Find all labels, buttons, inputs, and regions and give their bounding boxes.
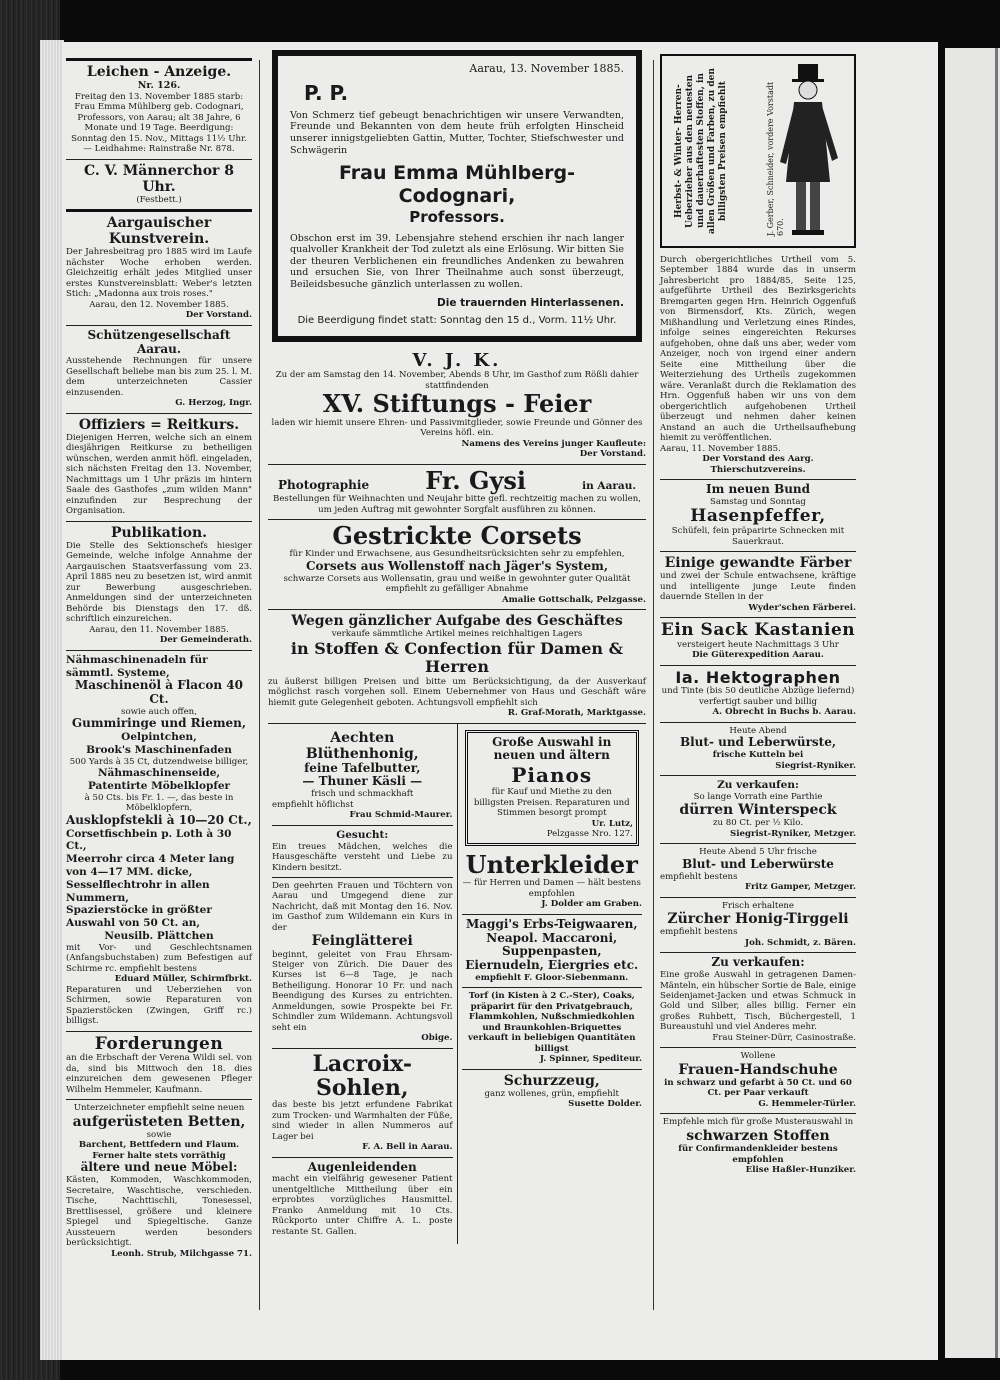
hand-sign: G. Hemmeler-Türler. (758, 1098, 856, 1109)
honig-empf: empfiehlt höflichst (272, 799, 354, 810)
piano-text: für Kauf und Miethe zu den billigsten Preisen. Reparaturen und Stimmen besorgt prompt (473, 787, 630, 819)
gysi-post: in Aarau. (582, 479, 636, 492)
aufg-big: in Stoffen & Confection für Damen & Herren (290, 638, 624, 677)
gysi-name: Fr. Gysi (425, 465, 527, 495)
glaett-title: Feinglätterei (311, 933, 413, 950)
faerber-sign: Wyder'schen Färberei. (748, 602, 856, 613)
naeh-line: Brook's Maschinenfaden (86, 744, 232, 757)
naeh-rep: Reparaturen und Ueberziehen von Schirmen, sowie Reparaturen von Spazierstöcken (Zwingen, Griff rc.) billigst. (66, 984, 252, 1027)
blut1-text: frische Kutteln bei (712, 750, 804, 761)
cors-big: Corsets aus Wollenstoff nach Jäger's System, (305, 558, 609, 573)
unter-sign: J. Dolder am Graben. (541, 899, 642, 910)
vjk-big: XV. Stiftungs - Feier (322, 389, 592, 419)
ad-forderungen (66, 1032, 252, 1101)
bett-sowie: sowie (146, 1129, 172, 1140)
bett-intro: Unterzeichneter empfiehlt seine neuen (73, 1103, 245, 1114)
naeh-line: Oelpintchen, (121, 731, 197, 744)
ad-augen (272, 1158, 453, 1242)
piano-addr: Pelzgasse Nro. 127. (546, 829, 633, 840)
kunst-text: Der Jahresbeitrag pro 1885 wird im Laufe nächster Woche erhoben werden. Gleichzeitig erhält jedes Mitglied unser erstes Kunstvereinsblatt: Weber's letzten Stich: „Madonna aux trois roses." (66, 247, 252, 300)
ad-schuetzen (66, 326, 252, 414)
vjk-title: V. J. K. (412, 349, 502, 371)
ad-tirggeli (660, 898, 856, 954)
verk-sign: Frau Steiner-Dürr, Casinostraße. (712, 1032, 856, 1043)
ad-maggi (462, 915, 643, 989)
offz-text: Diejenigen Herren, welche sich an einem diesjährigen Reitkurse zu betheiligen wünschen, werden anmit höfl. eingeladen, sich nächsten Freitag den 13. November, Nachmittags um 1 Uhr präzis im hintern Saale des Gasthofes „zum wilden Mann" einzufinden zur Besprechung der Organisation. (66, 432, 252, 517)
ad-corsets (268, 520, 646, 610)
blut2-text2: empfiehlt bestens (660, 871, 738, 882)
page-stack-edge (40, 40, 64, 1360)
ad-feinglaetterei (272, 878, 453, 1049)
facing-page-edge (945, 48, 1000, 1358)
naeh-line: Nähmaschinenadeln für sämmtl. Systeme, (66, 653, 208, 679)
tirg-sub: Frisch erhaltene (721, 900, 795, 911)
naeh-line: Ausklopfstekli à 10—20 Ct., (66, 812, 252, 827)
faerber-text: und zwei der Schule entwachsene, kräftige und intelligente junge Leute finden dauernde Stellen in der (660, 571, 856, 603)
moebel-sign: Leonh. Strub, Milchgasse 71. (111, 1248, 252, 1259)
bund-sub: Samstag und Sonntag (710, 496, 806, 507)
pp-sign: Die trauernden Hinterlassenen. (437, 296, 624, 309)
moebel-title: ältere und neue Möbel: (80, 1160, 238, 1175)
pp-beerdigung: Die Beerdigung findet statt: Sonntag den 15 d., Vorm. 11½ Uhr. (297, 315, 617, 327)
unter-title: Unterkleider (465, 849, 638, 879)
naeh-line: Meerrohr circa 4 Meter lang von 4—17 MM. dicke, (66, 853, 235, 879)
hand-sub: Wollene (740, 1051, 776, 1062)
naeh-line: Gummiringe und Riemen, (71, 716, 247, 731)
maggi-line: Eiernudeln, Eiergries etc. (465, 958, 639, 973)
ad-leichen (66, 58, 252, 160)
ad-gesucht (272, 826, 453, 878)
urtheil-text: Durch obergerichtliches Urtheil vom 5. September 1884 wurde das in unserm Jahresbericht pro 1884/85, Seite 125, aufgeführte Urtheil des Bezirksgerichts Bremgarten gegen Hrn. Heinrich Oggenfuß von Birmensdorf, Kts. Zürich, wegen Mißhandlung und Verletzung eines Rindes, infolge seines eingereichten Rekurses aufgehoben, ohne daß uns aber, weder vom Anzeiger, noch von irgend einer andern Seite eine Mittheilung über die Weiterziehung des Urtheils zugekommen wäre. Veranlaßt durch die Reklamation des Hrn. Oggenfuß haben wir uns von dem obergerichtlich aufgehobenen Urtheil überzeugt und nehmen daher keinen Anstand an auch die Urtheilsaufhebung hiemit zu veröffentlichen. (660, 255, 856, 444)
honig-text: frisch und schmackhaft (311, 789, 414, 800)
vjk-text1: Zu der am Samstag den 14. November, Abends 8 Uhr, im Gasthof zum Rößli dahier stattfindenden (275, 370, 639, 391)
gentleman-illustration (772, 62, 846, 240)
speck-big: dürren Winterspeck (679, 802, 837, 819)
gesucht-title: Gesucht: (336, 828, 389, 841)
stoff-sign: Elise Haßler-Hunziker. (745, 1165, 856, 1175)
ad-betten (66, 1100, 252, 1263)
ad-gysi (268, 465, 646, 520)
maggi-sign: empfiehlt F. Gloor-Siebenmann. (475, 972, 629, 983)
column-middle (268, 50, 646, 1244)
piano-sign: Ur. Lutz, (591, 818, 633, 829)
naeh-line: Sesselflechtrohr in allen Nummern, (66, 878, 210, 904)
ad-naehmaschinen (66, 651, 252, 1032)
speck-sign: Siegrist-Ryniker, Metzger. (730, 828, 856, 839)
offz-title: Offiziers = Reitkurs. (78, 416, 240, 433)
ad-todesanzeige (272, 50, 642, 342)
ad-hektographen (660, 666, 856, 723)
bett-text: Barchent, Bettfedern und Flaum. Ferner halte stets vorräthig (78, 1140, 240, 1161)
leichen-nr: Nr. 126. (137, 80, 181, 92)
naeh-line: Maschinenöl à Flacon 40 Ct. (75, 678, 243, 707)
ad-torf (462, 988, 643, 1069)
vjk-text2: laden wir hiemit unsere Ehren- und Passivmitglieder, sowie Freunde und Gönner des Vereins höfl. ein. (271, 417, 643, 439)
lacroix-text: das beste bis jetzt erfundene Fabrikat zum Trocken- und Warmhalten der Füße, sind wieder in allen Nummeros auf Lager bei (272, 1100, 453, 1142)
leichen-title: Leichen - Anzeige. (86, 64, 232, 80)
ad-handschuhe (660, 1048, 856, 1114)
ad-ueberzieher (660, 54, 856, 248)
lacroix-sign: F. A. Bell in Aarau. (362, 1142, 453, 1153)
vjk-sign: Der Vorstand. (579, 449, 646, 460)
honig-title: Aechten Blüthenhonig, (305, 729, 419, 762)
bund-big: Hasenpfeffer, (690, 506, 826, 527)
naeh-line: à 50 Cts. bis Fr. 1. —, das beste in Möbelklopfern, (84, 792, 234, 814)
ad-winterspeck (660, 776, 856, 844)
publ-title: Publikation. (110, 524, 208, 541)
ad-thierschutz (660, 252, 856, 480)
ad-publikation (66, 522, 252, 651)
kast-title: Ein Sack Kastanien (660, 620, 856, 641)
vjk-name: Namens des Vereins junger Kaufleute: (461, 438, 646, 449)
bund-title: Im neuen Bund (705, 482, 811, 497)
cors-title: Gestrickte Corsets (332, 521, 582, 551)
kunst-title: Aargauischer Kunstverein. (106, 215, 212, 248)
tirg-sign: Joh. Schmidt, z. Bären. (745, 937, 856, 948)
aufg-text1: verkaufe sämmtliche Artikel meines reichhaltigen Lagers (331, 629, 583, 640)
ford-text: an die Erbschaft der Verena Wildi sel. von da, sind bis Mittwoch den 18. dies einzureichen dem gewesenen Pfleger Wilhelm Hemmeler, Kaufmann. (66, 1053, 252, 1095)
frauen-text: Den geehrten Frauen und Töchtern von Aarau und Umgegend diene zur Nachricht, daß mit Montag den 16. Nov. im Gasthof zum Wildemann ein Kurs in der (272, 880, 453, 933)
ad-neuer-bund (660, 480, 856, 552)
naeh-sign: Eduard Müller, Schirmfbrkt. (114, 974, 252, 985)
stoff-text1: Empfehle mich für große Musterauswahl in (662, 1117, 854, 1128)
blut2-title: Blut- und Leberwürste (682, 856, 834, 871)
hekto-sign: A. Obrecht in Buchs b. Aarau. (712, 707, 856, 718)
ad-aufgabe (268, 610, 646, 723)
bett-title: aufgerüsteten Betten, (72, 1113, 246, 1130)
piano-big: Pianos (511, 763, 593, 788)
gesucht-text: Ein treues Mädchen, welches die Hausgeschäfte versteht und Liebe zu Kindern besitzt. (272, 841, 453, 873)
naeh-line: Corsetfischbein p. Loth à 30 Ct., (66, 827, 232, 853)
glaett-sign: Obige. (421, 1033, 453, 1044)
glaett-text: beginnt, geleitet von Frau Ehrsam-Steiger von Zürich. Die Dauer des Kurses ist 6—8 Tage, je nach Betheiligung. Honorar 10 Fr. und nach Beendigung des Kurses zu entrichten. Anmeldungen, sowie Prospekte bei Fr. Schindler zum Wildemann. Achtungsvoll seht ein (272, 949, 453, 1033)
urtheil-sign: Der Vorstand des Aarg. Thierschutzvereins. (702, 454, 814, 475)
cors-sign: Amalie Gottschalk, Pelzgasse. (502, 594, 646, 605)
ad-pianos (465, 730, 640, 846)
ad-reitkurs (66, 414, 252, 522)
bund-text: Schüfeli, fein präparirte Schnecken mit Sauerkraut. (671, 526, 845, 547)
naeh-line: Neusilb. Plättchen (104, 930, 214, 943)
honig-kaesli: — Thuner Käsli — (302, 774, 423, 789)
verk-text: Eine große Auswahl in getragenen Damen-Mänteln, ein hübscher Sortie de Bale, einige Seidenjamet-Jacken und etwas Schmuck in Gold und Silber, alles billig. Ferner ein großes Ruhbett, Tisch, Büchergestell, 1 Bureaustuhl und viel Anderes mehr. (660, 970, 856, 1033)
ad-lacroix (272, 1049, 453, 1158)
cors-text2: schwarze Corsets aus Wollensatin, grau und weiße in gewohnter guter Qualität empfiehlt zu gefälliger Abnahme (283, 573, 631, 595)
urtheil-date: Aarau, 11. November 1885. (660, 443, 781, 454)
aufg-sign: R. Graf-Morath, Marktgasse. (507, 708, 646, 719)
herbst-sign: J. Gerber, Schneider, vordere Vorstadt 670. (766, 81, 785, 236)
publ-text: Die Stelle des Sektionschefs hiesiger Gemeinde, welche infolge Annahme der Aargauischen Staatsverfassung vom 23. April 1885 neu zu besetzen ist, wird anmit zur Bewerbung ausgeschrieben. Anmeldungen sind der unterzeichneten Behörde bis Dienstags den 17. dß. schriftlich einzureichen. (66, 540, 252, 625)
two-column-block (268, 724, 646, 1245)
subcolumn-left (268, 724, 458, 1245)
hand-text: in schwarz und gefarbt à 50 Ct. und 60 Ct. per Paar verkauft (664, 1078, 852, 1099)
aufg-title: Wegen gänzlicher Aufgabe des Geschäftes (291, 613, 623, 630)
hekto-title: Ia. Hektographen (675, 667, 841, 687)
subcolumn-right (458, 724, 647, 1245)
cv-sub: (Festbett.) (136, 194, 182, 205)
ad-kastanien (660, 618, 856, 666)
schurz-text: ganz wollenes, grün, empfiehlt (484, 1088, 619, 1099)
cv-title: C. V. Männerchor 8 Uhr. (83, 162, 235, 195)
kunst-sign: Der Vorstand. (185, 310, 252, 321)
maggi-line: Neapol. Maccaroni, (486, 930, 618, 945)
augen-text: macht ein vielfährig gewesener Patient unentgeltliche Mittheilung über ein erprobtes vorzügliches Hausmittel. Franko Anmeldung mit 10 Cts. Rückporto unter Chiffre A. L. poste restante St. Gallen. (272, 1174, 453, 1237)
ad-blutwurst-1 (660, 723, 856, 776)
ad-vjk (268, 348, 646, 465)
torf-sign: J. Spinner, Spediteur. (539, 1054, 642, 1065)
naeh-line: Spazierstöcke in größter Auswahl von 50 Ct. an, (66, 904, 212, 930)
stoff-title: schwarzen Stoffen (686, 1127, 830, 1144)
column-rule (259, 60, 260, 1310)
pp-name: Frau Emma Mühlberg-Codognari, (339, 162, 575, 208)
publ-date: Aarau, den 11. November 1885. (89, 624, 229, 635)
schuetz-title: Schützengesellschaft Aarau. (87, 327, 231, 356)
speck-title: Zu verkaufen: (717, 779, 799, 792)
column-left (66, 58, 252, 1263)
faerber-title: Einige gewandte Färber (664, 555, 852, 572)
piano-title: Große Auswahl in neuen und ältern (492, 734, 612, 763)
pp-title: P. P. (304, 81, 349, 106)
speck-text2: zu 80 Ct. per ½ Kilo. (712, 818, 804, 829)
gysi-pre: Photographie (278, 477, 370, 492)
kast-text: versteigert heute Nachmittags 3 Uhr (677, 639, 839, 650)
schurz-title: Schurzzeug, (503, 1072, 600, 1089)
pp-text2: Obschon erst im 39. Lebensjahre stehend erschien ihr nach langer qualvoller Krankheit der Tod zuletzt als eine Erlösung. Wir bitten Sie der theuren Verblichenen ein freundliches Andenken zu bewahren und ersuchen Sie, von Ihrer Theilnahme auch sonst überzeugt, Beileidsbesuche gänzlich unterlassen zu wollen. (290, 232, 624, 291)
naeh-line: sowie auch offen, (121, 706, 197, 717)
gysi-text: Bestellungen für Weihnachten und Neujahr bitte gefl. rechtzeitig machen zu wollen, um jeden Auftrag mit gewohnter Sorgfalt ausführen zu können. (273, 494, 641, 515)
maggi-line: Suppenpasten, (501, 944, 602, 959)
stoff-text2: für Confirmandenkleider bestens empfohlen (678, 1144, 838, 1165)
schuetz-text: Ausstehende Rechnungen für unsere Gesellschaft beliebe man bis zum 25. l. M. dem unterzeichneten Cassier einzusenden. (66, 356, 252, 398)
publ-sign: Der Gemeinderath. (159, 635, 252, 646)
torf-text: Torf (in Kisten à 2 C.-Ster), Coaks, präparirt für den Privatgebrauch, Flammkohlen, Nußschmiedkohlen und Braunkohlen-Briquettes verkauft in beliebigen Quantitäten billigst (468, 991, 636, 1054)
ad-blutwurst-2 (660, 844, 856, 897)
aufg-text2: zu äußerst billigen Preisen und bitte um Berücksichtigung, da der Ausverkauf möglichst rasch vorgehen soll. Einem Uebernehmer von Haus und Geschäft wäre hiemit gute Gelegenheit geboten. Achtungsvoll empfiehlt sich (268, 676, 646, 708)
blut1-sign: Siegrist-Ryniker. (775, 760, 856, 771)
cors-text1: für Kinder und Erwachsene, aus Gesundheitsrücksichten sehr zu empfehlen, (289, 549, 625, 560)
column-rule (653, 60, 654, 1310)
naeh-line: 500 Yards à 35 Ct, dutzendweise billiger, (69, 756, 249, 767)
ad-honig (272, 727, 453, 826)
kast-sign: Die Güterexpedition Aarau. (692, 650, 824, 661)
naeh-line: Nähmaschinenseide, (97, 767, 221, 780)
ad-schurzzeug (462, 1070, 643, 1114)
blut2-sign: Fritz Gamper, Metzger. (745, 882, 856, 893)
hand-title: Frauen-Handschuhe (678, 1061, 838, 1078)
hekto-text: und Tinte (bis 50 deutliche Abzüge liefernd) verfertigt sauber und billig (661, 686, 855, 707)
ford-title: Forderungen (94, 1033, 224, 1054)
naeh-line: mit Vor- und Geschlechtsnamen (Anfangsbuchstaben) zum Befestigen auf Schirme rc. empfiehlt bestens (66, 942, 252, 974)
schurz-sign: Susette Dolder. (568, 1099, 642, 1110)
naeh-line: Patentirte Möbelklopfer (87, 780, 231, 793)
tirg-title: Zürcher Honig-Tirggeli (667, 911, 849, 928)
verk-title: Zu verkaufen: (711, 955, 805, 970)
speck-text1: So lange Vorrath eine Parthie (693, 791, 823, 802)
ad-faerber (660, 552, 856, 618)
leichen-text: Freitag den 13. November 1885 starb: Frau Emma Mühlberg geb. Codognari, Professors, von Aarau; alt 38 Jahre, 6 Monate und 19 Tage. Beerdigung: Sonntag den 15. Nov., Mittags 11½ Uhr. — Leidhahme: Rainstraße Nr. 878. (71, 91, 247, 155)
pp-prof: Professors. (409, 208, 505, 227)
pp-text1: Von Schmerz tief gebeugt benachrichtigen wir unsere Verwandten, Freunde und Bekannten von dem heute früh erfolgten Hinscheid unserer innigstgeliebten Gattin, Mutter, Tochter, Stiefschwester und Schwägerin (290, 109, 624, 156)
tirg-text: empfiehlt bestens (660, 927, 738, 938)
ad-verkaufen (660, 953, 856, 1048)
blut1-title: Blut- und Leberwürste, (679, 735, 837, 750)
ad-kunstverein (66, 212, 252, 326)
moebel-text: Kästen, Kommoden, Waschkommoden, Secretaire, Waschtische, verschieden. Tische, Nachttischli, Tonesessel, Brettlisessel, größere und kleinere Spiegel und Spiegeltische. Ganze Aussteuern werden besonders berücksichtigt. (66, 1175, 252, 1249)
honig-sign: Frau Schmid-Maurer. (349, 810, 453, 821)
augen-title: Augenleidenden (307, 1159, 417, 1174)
ad-maennerchor (66, 160, 252, 213)
ad-schwarze-stoffe (660, 1114, 856, 1179)
blut1-sub: Heute Abend (729, 725, 787, 736)
kunst-date: Aarau, den 12. November 1885. (89, 299, 229, 310)
blut2-text1: Heute Abend 5 Uhr frische (699, 847, 817, 858)
pp-date: Aarau, 13. November 1885. (469, 62, 624, 75)
maggi-line: Maggi's Erbs-Teigwaaren, (466, 916, 638, 931)
column-right (660, 54, 856, 1179)
honig-sub: feine Tafelbutter, (304, 760, 421, 775)
ad-unterkleider (462, 849, 643, 915)
unter-text: — für Herren und Damen — hält bestens empfohlen (462, 878, 641, 899)
lacroix-title: Lacroix-Sohlen, (312, 1050, 413, 1102)
schuetz-sign: G. Herzog, Ingr. (175, 398, 252, 409)
herbst-text: Herbst- & Winter- Herren-Ueberzieher aus den neuesten und dauerhaftesten Stoffen, in allen Größen und Farben, zu den billigsten Preisen empfiehlt (674, 68, 728, 234)
